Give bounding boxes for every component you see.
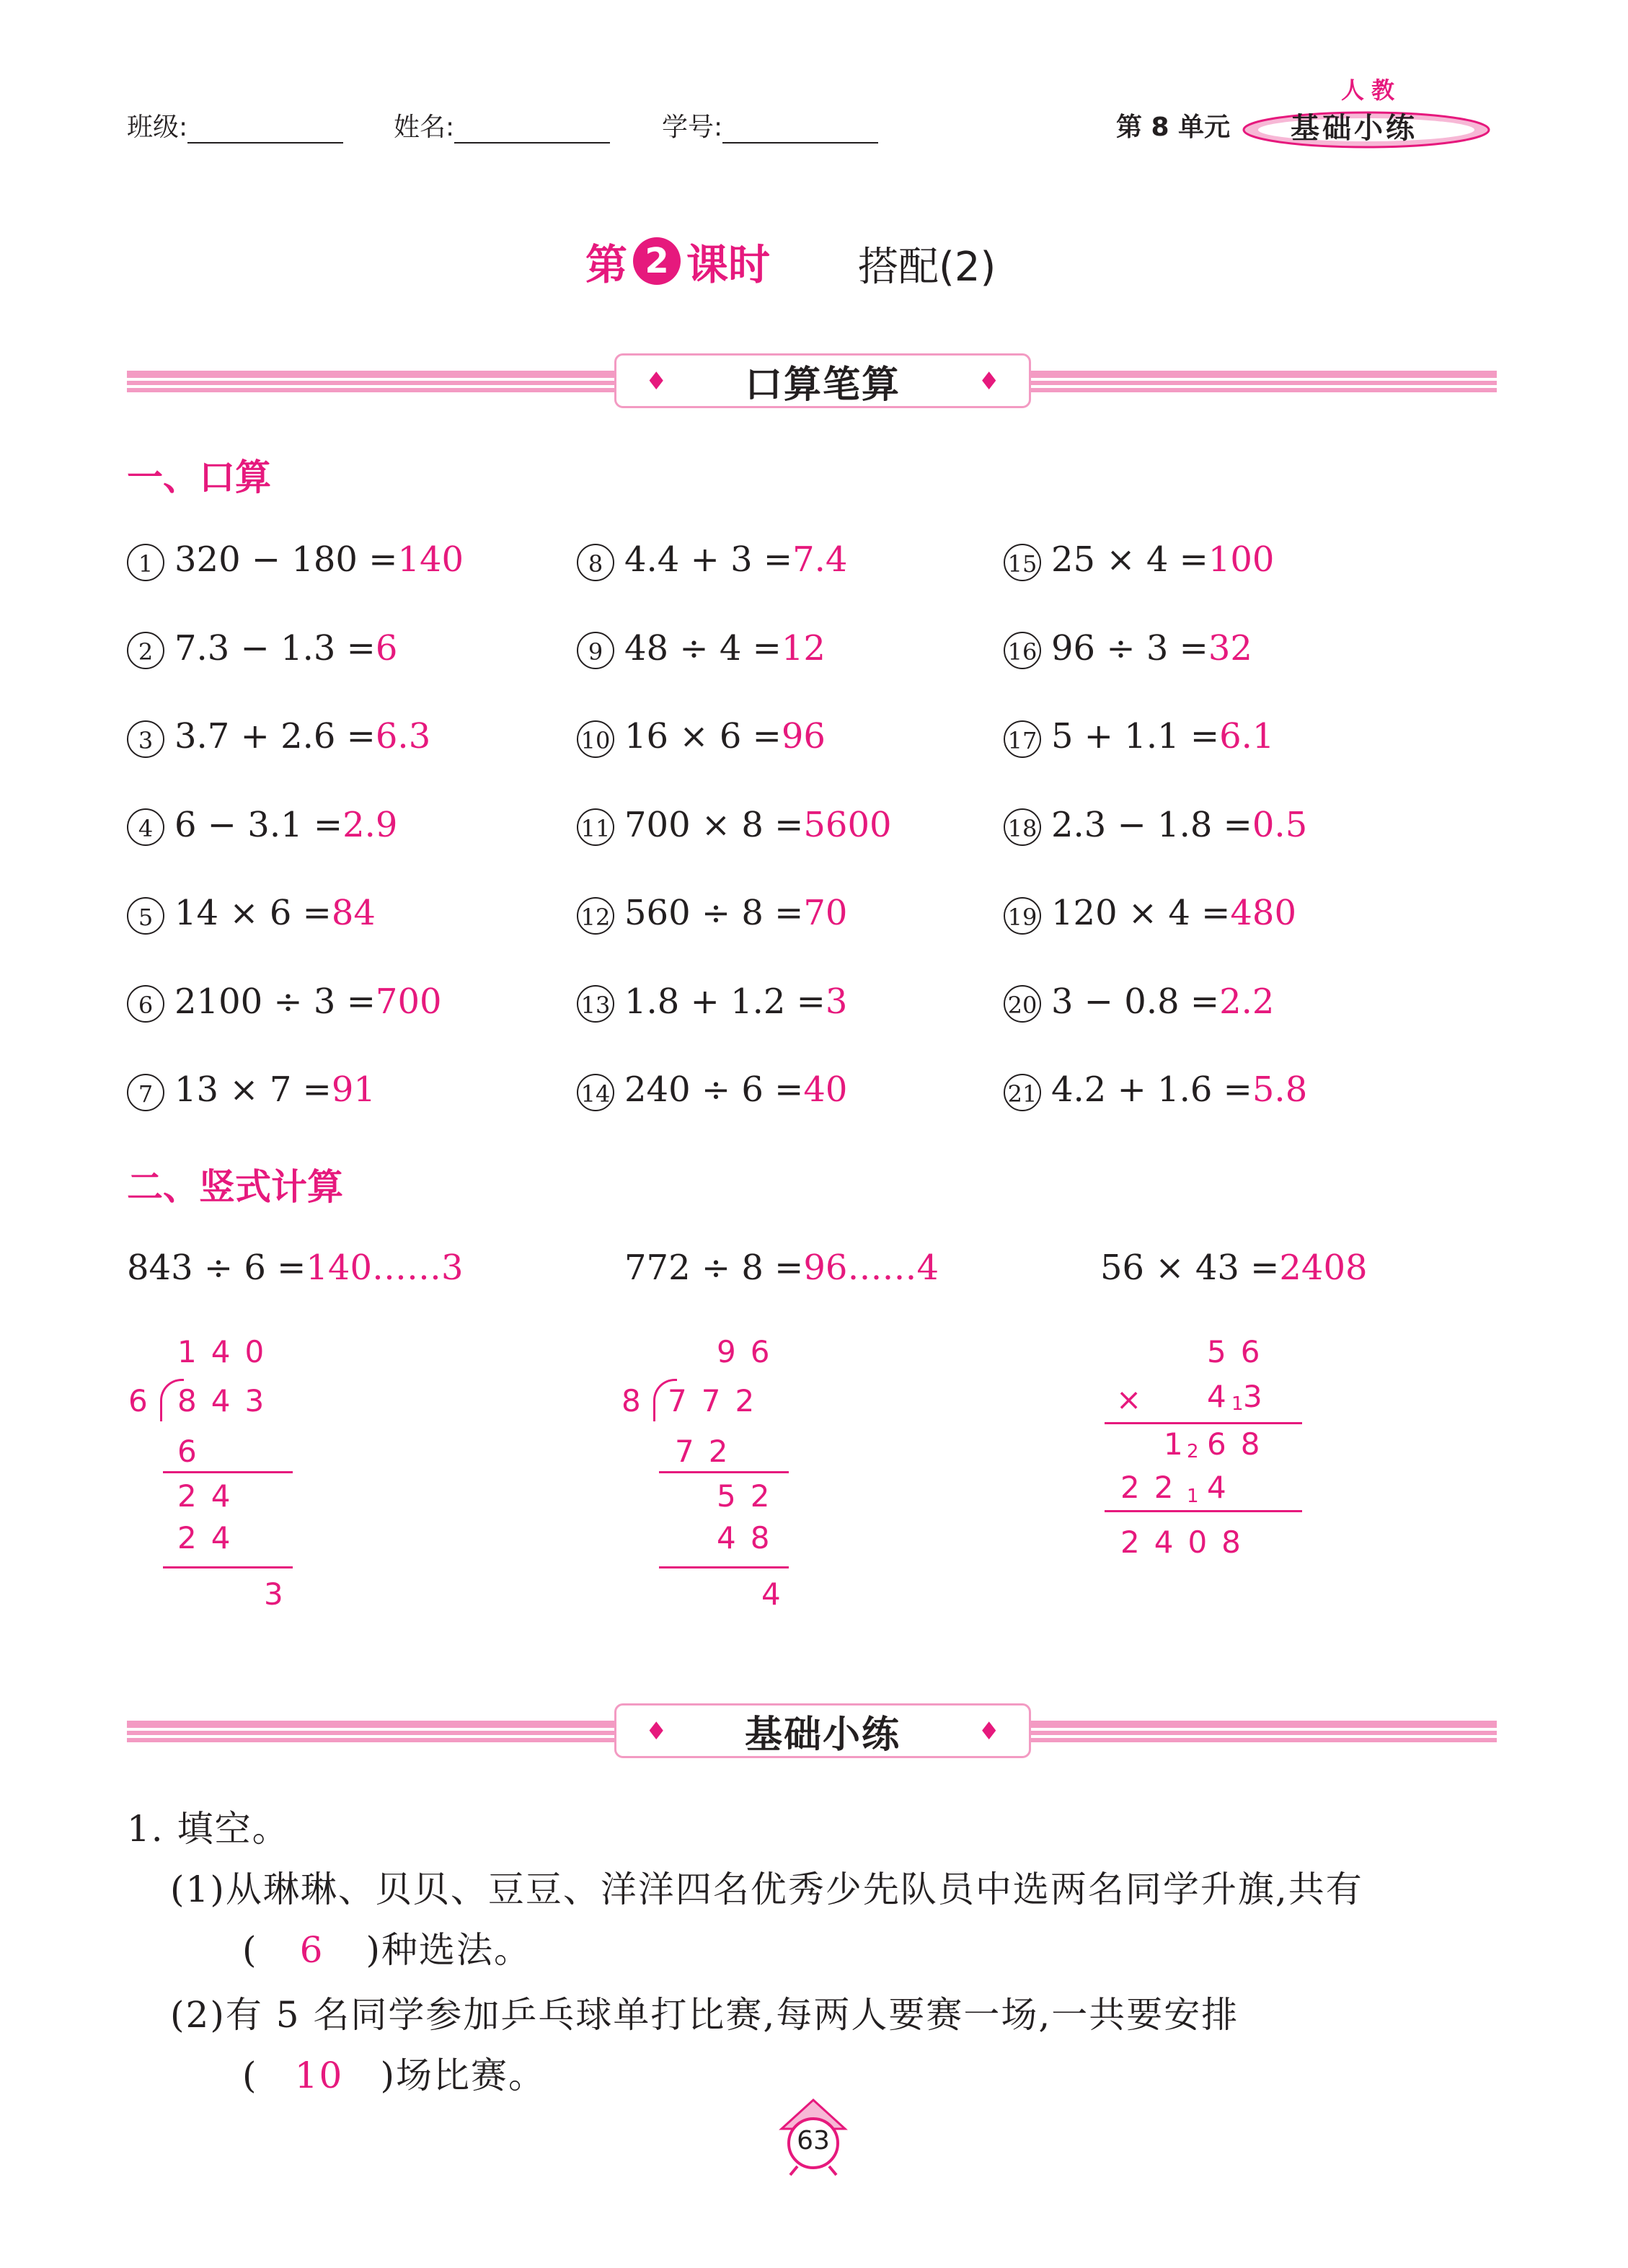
name-blank [454, 115, 610, 144]
question-answer: 2.9 [342, 804, 398, 845]
remainder: 4 [761, 1576, 795, 1612]
answer: 10 [294, 2055, 344, 2096]
oral-question [127, 628, 397, 670]
question-expression: 14 × 6 = [174, 893, 332, 933]
class-label: 班级: [127, 112, 188, 142]
question-number: 20 [1004, 985, 1041, 1023]
question-number: 11 [577, 808, 614, 846]
step: 24 [177, 1520, 245, 1556]
question-expression: 25 × 4 = [1051, 539, 1208, 580]
name-field [394, 107, 610, 144]
question-answer: 7.4 [792, 539, 848, 580]
carry: 1 [1187, 1486, 1199, 1507]
question-number: 7 [127, 1074, 164, 1111]
answer-tail: )场比赛。 [380, 2055, 547, 2096]
lesson-title: 搭配(2) [858, 244, 996, 291]
vertical-problem-3 [1100, 1248, 1368, 1288]
question-number: 21 [1004, 1074, 1041, 1111]
question-answer: 140 [397, 539, 464, 580]
question-number: 4 [127, 808, 164, 846]
partial-2-a: 22 [1120, 1470, 1188, 1505]
series-badge-text: 基础小练 [1291, 112, 1417, 145]
class-blank [187, 115, 343, 144]
question-expression: 700 × 8 = [624, 804, 804, 845]
oral-question [1004, 716, 1274, 758]
question-answer: 91 [331, 1069, 376, 1110]
diamond-icon: ♦ [645, 367, 668, 396]
question-1-part-1: (1)从琳琳、贝贝、豆豆、洋洋四名优秀少先队员中选两名同学升旗,共有 [170, 1868, 1363, 1910]
question-answer: 12 [781, 627, 826, 669]
question-answer: 96 [781, 716, 826, 756]
carry: 2 [1187, 1441, 1199, 1462]
diamond-icon: ♦ [978, 1717, 1000, 1746]
question-expression: 5 + 1.1 = [1051, 716, 1220, 756]
multiplier-tens: 4 [1207, 1379, 1226, 1414]
oral-question [127, 1069, 376, 1111]
q1p1-answer-line [242, 1921, 531, 1973]
question-expression: 16 × 6 = [624, 716, 782, 756]
step: 52 [717, 1478, 784, 1514]
quotient: 140 [177, 1334, 279, 1369]
class-field [127, 107, 343, 144]
quotient: 96 [717, 1334, 784, 1369]
divisor: 6 [128, 1383, 162, 1418]
step: 6 [177, 1434, 211, 1469]
banner-basic-practice [614, 1703, 1031, 1758]
lesson-number-badge: 2 [633, 237, 681, 285]
question-expression: 4.4 + 3 = [624, 539, 793, 580]
question-answer: 70 [803, 893, 848, 933]
multiplier-ones: 3 [1243, 1379, 1277, 1414]
question-number: 6 [127, 985, 164, 1023]
question-number: 1 [127, 544, 164, 581]
question-number: 2 [127, 632, 164, 669]
id-field [662, 107, 878, 144]
question-answer: 5600 [803, 804, 892, 845]
question-expression: 3.7 + 2.6 = [174, 716, 376, 756]
question-answer: 6 [375, 627, 398, 669]
oral-question [127, 893, 376, 935]
question-answer: 3 [825, 981, 848, 1022]
multiplicand: 56 [1207, 1334, 1275, 1369]
question-number: 19 [1004, 897, 1041, 935]
lesson-suffix: 课时 [686, 240, 771, 289]
answer-tail: )种选法。 [366, 1929, 532, 1971]
diamond-icon: ♦ [645, 1717, 668, 1746]
vertical-problem-2 [624, 1248, 939, 1288]
oral-question [577, 539, 847, 581]
question-number: 3 [127, 720, 164, 758]
question-expression: 13 × 7 = [174, 1069, 332, 1110]
question-number: 16 [1004, 632, 1041, 669]
question-number: 12 [577, 897, 614, 935]
oral-question [1004, 539, 1274, 581]
oral-question [1004, 893, 1296, 935]
oral-question [1004, 805, 1307, 847]
oral-question [577, 716, 826, 758]
divisor: 8 [621, 1383, 655, 1418]
oral-question [127, 981, 442, 1023]
question-answer: 6.1 [1219, 716, 1275, 756]
question-answer: 6.3 [375, 716, 431, 756]
section-heading-oral: 一、口算 [127, 456, 271, 498]
partial-1-a: 1 [1164, 1426, 1183, 1462]
question-expression: 120 × 4 = [1051, 893, 1231, 933]
question-expression: 4.2 + 1.6 = [1051, 1069, 1252, 1110]
question-1-part-2: (2)有 5 名同学参加乒乓球单打比赛,每两人要赛一场,一共要安排 [170, 1994, 1239, 2036]
question-expression: 240 ÷ 6 = [624, 1069, 804, 1110]
id-label: 学号: [662, 112, 723, 142]
oral-question [577, 1069, 847, 1111]
oral-question [577, 628, 826, 670]
question-number: 8 [577, 544, 614, 581]
oral-question [127, 805, 397, 847]
question-number: 9 [577, 632, 614, 669]
oral-question [127, 716, 430, 758]
oral-question [1004, 981, 1274, 1023]
page-number: 63 [797, 2126, 830, 2156]
question-number: 13 [577, 985, 614, 1023]
question-1-label: 1. 填空。 [127, 1808, 290, 1850]
paren-open: ( [242, 1929, 258, 1971]
carry: 1 [1231, 1393, 1244, 1415]
rule [1105, 1422, 1302, 1424]
question-expression: 96 ÷ 3 = [1051, 627, 1208, 669]
question-answer: 100 [1208, 539, 1275, 580]
question-number: 18 [1004, 808, 1041, 846]
question-expression: 6 − 3.1 = [174, 804, 343, 845]
question-number: 5 [127, 897, 164, 935]
problem-answer: 96……4 [803, 1248, 939, 1288]
question-number: 14 [577, 1074, 614, 1111]
question-number: 10 [577, 720, 614, 758]
rule [163, 1471, 293, 1473]
question-expression: 48 ÷ 4 = [624, 627, 782, 669]
rule [659, 1566, 789, 1568]
step: 48 [717, 1520, 784, 1556]
question-answer: 480 [1230, 893, 1296, 933]
rule [163, 1566, 293, 1568]
vertical-problem-1 [127, 1248, 464, 1288]
problem-answer: 140……3 [306, 1248, 464, 1288]
partial-1-b: 68 [1207, 1426, 1275, 1462]
oral-question [577, 805, 892, 847]
oral-question [1004, 1069, 1307, 1111]
question-answer: 32 [1208, 627, 1252, 669]
rule [659, 1471, 789, 1473]
oral-question [127, 539, 464, 581]
problem-expr: 772 ÷ 8 = [624, 1248, 804, 1288]
problem-expr: 843 ÷ 6 = [127, 1248, 306, 1288]
banner-title: 基础小练 [744, 1713, 901, 1757]
step: 24 [177, 1478, 245, 1514]
rule [1105, 1510, 1302, 1512]
product: 2408 [1120, 1524, 1255, 1560]
question-answer: 2.2 [1219, 981, 1275, 1022]
id-blank [722, 115, 878, 144]
question-answer: 700 [375, 981, 442, 1022]
q1p2-answer-line [242, 2047, 546, 2099]
oral-question [577, 893, 847, 935]
oral-question [577, 981, 847, 1023]
question-number: 17 [1004, 720, 1041, 758]
dividend: 772 [668, 1383, 769, 1418]
lesson-heading [585, 231, 770, 291]
question-answer: 5.8 [1252, 1069, 1308, 1110]
times-sign: × [1116, 1382, 1156, 1417]
partial-2-b: 4 [1207, 1470, 1241, 1505]
dividend: 843 [177, 1383, 279, 1418]
problem-expr: 56 × 43 = [1100, 1248, 1280, 1288]
question-answer: 40 [803, 1069, 848, 1110]
question-expression: 320 − 180 = [174, 539, 398, 580]
remainder: 3 [264, 1576, 298, 1612]
question-answer: 0.5 [1252, 804, 1308, 845]
question-expression: 2100 ÷ 3 = [174, 981, 376, 1022]
question-expression: 560 ÷ 8 = [624, 893, 804, 933]
step: 72 [675, 1434, 743, 1469]
unit-label: 第 8 单元 [1116, 112, 1231, 142]
lesson-prefix: 第 [585, 240, 628, 289]
paren-open: ( [242, 2055, 258, 2096]
publisher-label: 人教 [1341, 76, 1402, 104]
banner-mental-written [614, 353, 1031, 408]
question-expression: 3 − 0.8 = [1051, 981, 1220, 1022]
banner-title: 口算笔算 [744, 363, 901, 407]
question-expression: 1.8 + 1.2 = [624, 981, 826, 1022]
name-label: 姓名: [394, 112, 455, 142]
oral-question [1004, 628, 1252, 670]
problem-answer: 2408 [1279, 1248, 1368, 1288]
question-expression: 2.3 − 1.8 = [1051, 804, 1252, 845]
diamond-icon: ♦ [978, 367, 1000, 396]
answer: 6 [299, 1929, 324, 1971]
section-heading-vertical: 二、竖式计算 [127, 1166, 343, 1208]
question-answer: 84 [331, 893, 376, 933]
question-number: 15 [1004, 544, 1041, 581]
question-expression: 7.3 − 1.3 = [174, 627, 376, 669]
